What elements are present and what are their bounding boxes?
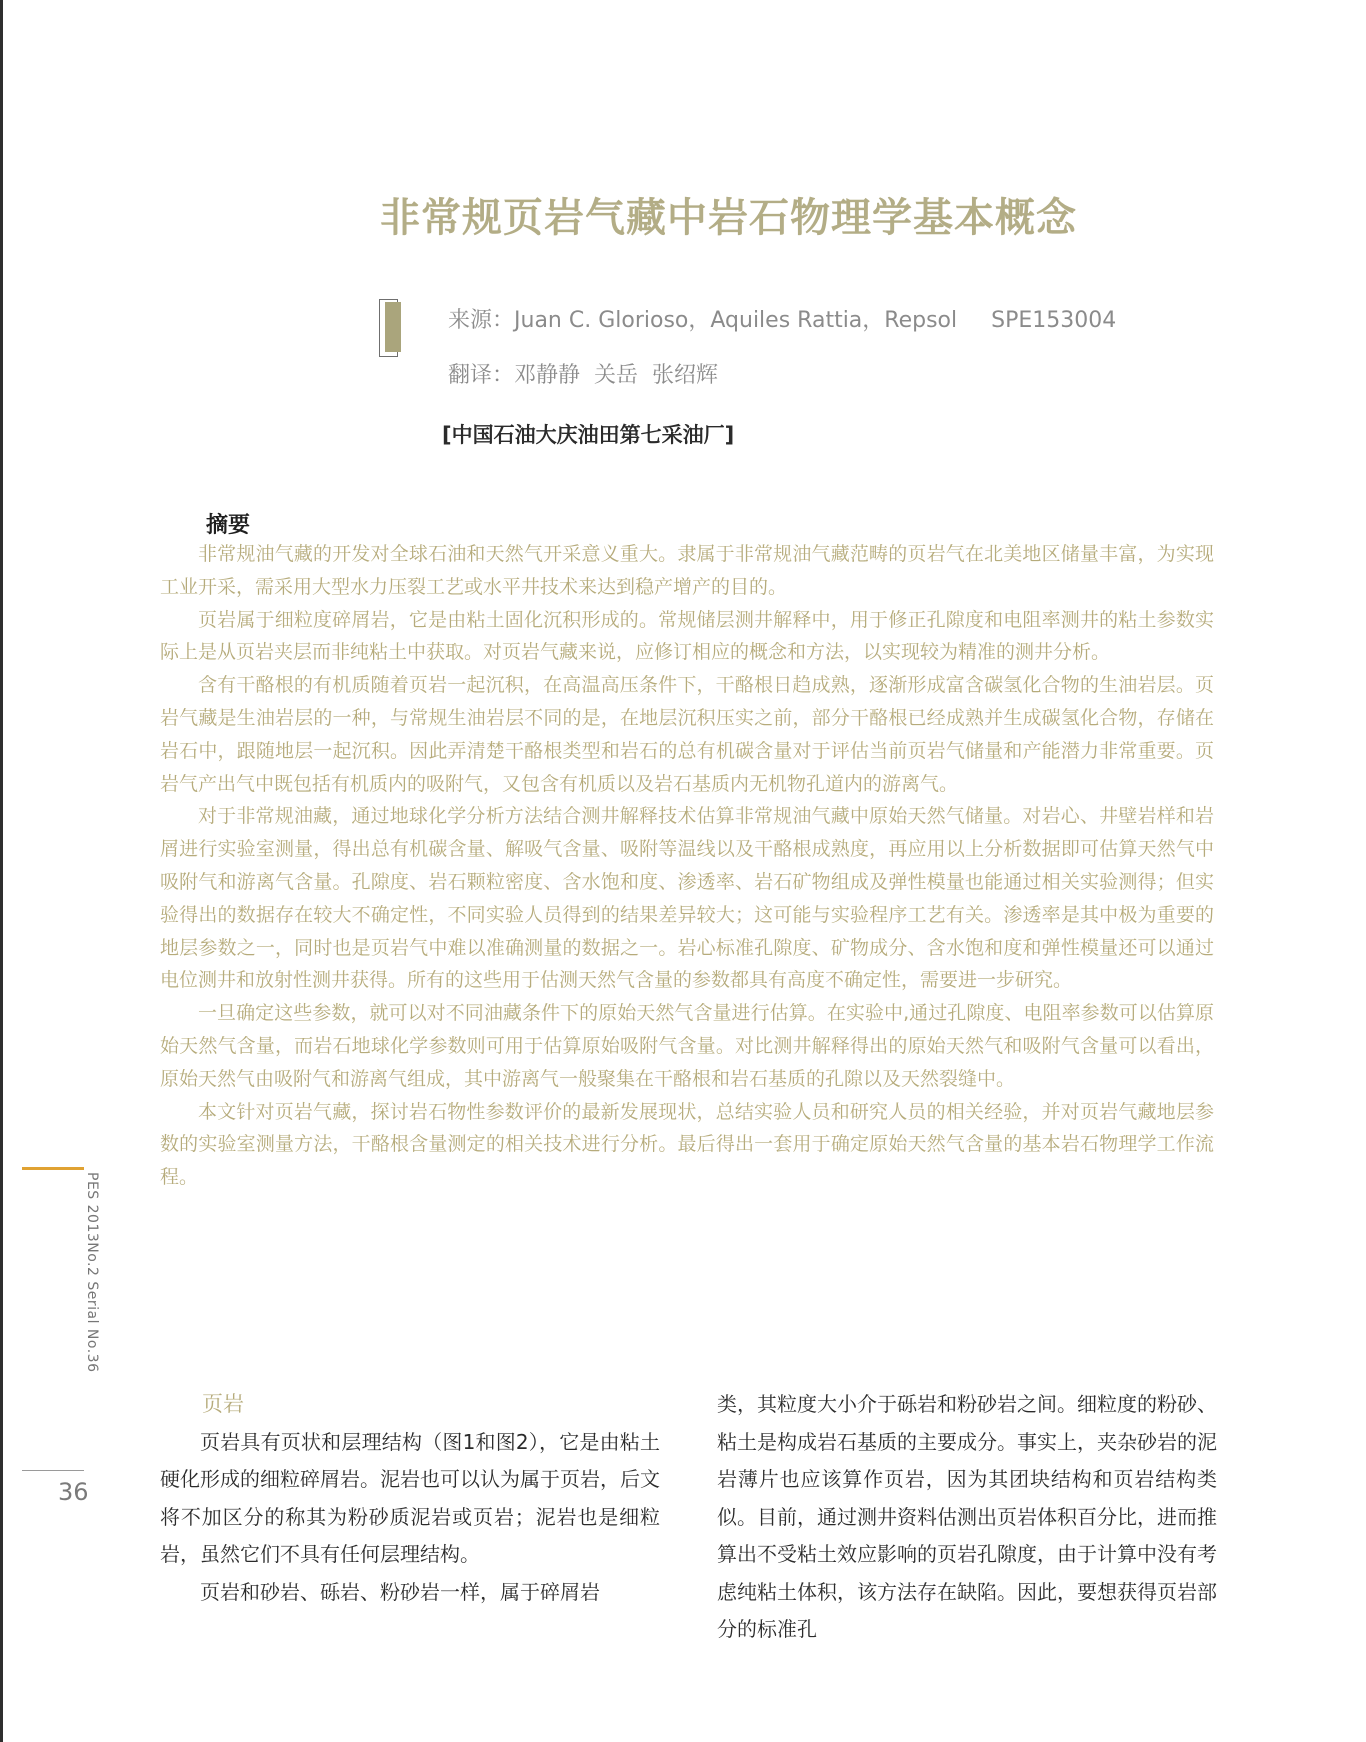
abstract-paragraph: 一旦确定这些参数，就可以对不同油藏条件下的原始天然气含量进行估算。在实验中,通过孔隙度、电阻率参数可以估算原始天然气含量，而岩石地球化学参数则可用于估算原始吸附气含量。对比测井解释得出的原始天然气和吸附气含量可以看出，原始天然气由吸附气和游离气组成，其中游离气一般聚集在干酪根和岩石基质的孔隙以及天然裂缝中。: [160, 1002, 1214, 1090]
title-mark-fill: [385, 302, 401, 352]
abstract-heading: 摘要: [206, 513, 251, 538]
source-line: [448, 303, 1116, 334]
abstract-paragraph: 本文针对页岩气藏，探讨岩石物性参数评价的最新发展现状，总结实验人员和研究人员的相关经验，并对页岩气藏地层参数的实验室测量方法，干酪根含量测定的相关技术进行分析。最后得出一套用于确定原始天然气含量的基本岩石物理学工作流程。: [160, 1100, 1214, 1189]
abstract-paragraph: 非常规油气藏的开发对全球石油和天然气开采意义重大。隶属于非常规油气藏范畴的页岩气在北美地区储量丰富，为实现工业开采，需采用大型水力压裂工艺或水平井技术来达到稳产增产的目的。: [160, 543, 1214, 598]
body-paragraph-continued: 类，其粒度大小介于砾岩和粉砂岩之间。细粒度的粉砂、粘土是构成岩石基质的主要成分。事实上，夹杂砂岩的泥岩薄片也应该算作页岩，因为其团块结构和页岩结构类似。目前，通过测井资料估测出页岩体积百分比，进而推算出不受粘土效应影响的页岩孔隙度，由于计算中没有考虑纯粘土体积，该方法存在缺陷。因此，要想获得页岩部分的标准孔: [717, 1392, 1217, 1641]
abstract-paragraph: 对于非常规油藏，通过地球化学分析方法结合测井解释技术估算非常规油气藏中原始天然气储量。对岩心、井壁岩样和岩屑进行实验室测量，得出总有机碳含量、解吸气含量、吸附等温线以及干酪根成熟度，再应用以上分析数据即可估算天然气中吸附气和游离气含量。孔隙度、岩石颗粒密度、含水饱和度、渗透率、岩石矿物组成及弹性模量也能通过相关实验测得；但实验得出的数据存在较大不确定性，不同实验人员得到的结果差异较大；这可能与实验程序工艺有关。渗透率是其中极为重要的地层参数之一，同时也是页岩气中难以准确测量的数据之一。岩心标准孔隙度、矿物成分、含水饱和度和弹性模量还可以通过电位测井和放射性测井获得。所有的这些用于估测天然气含量的参数都具有高度不确定性，需要进一步研究。: [160, 805, 1214, 992]
body-paragraph: 页岩具有页状和层理结构（图1和图2），它是由粘土硬化形成的细粒碎屑岩。泥岩也可以认为属于页岩，后文将不加区分的称其为粉砂质泥岩或页岩；泥岩也是细粒岩，虽然它们不具有任何层理结构。: [160, 1429, 660, 1566]
translator-label: 翻译：: [448, 363, 515, 388]
side-divider-rule: [22, 1470, 84, 1471]
source-label: 来源：: [448, 308, 515, 333]
body-column-left: [160, 1386, 660, 1611]
source-code: SPE153004: [991, 308, 1117, 333]
translators: 邓静静 关岳 张绍辉: [514, 363, 718, 388]
article-title: 非常规页岩气藏中岩石物理学基本概念: [380, 195, 1077, 241]
source-authors: Juan C. Glorioso，Aquiles Rattia，Repsol: [514, 308, 958, 333]
side-accent-rule: [22, 1167, 84, 1170]
abstract-paragraph: 含有干酪根的有机质随着页岩一起沉积，在高温高压条件下，干酪根日趋成熟，逐渐形成富含碳氢化合物的生油岩层。页岩气藏是生油岩层的一种，与常规生油岩层不同的是，在地层沉积压实之前，部分干酪根已经成熟并生成碳氢化合物，存储在岩石中，跟随地层一起沉积。因此弄清楚干酪根类型和岩石的总有机碳含量对于评估当前页岩气储量和产能潜力非常重要。页岩气产出气中既包括有机质内的吸附气，又包含有机质以及岩石基质内无机物孔道内的游离气。: [160, 674, 1214, 795]
abstract-paragraph: 页岩属于细粒度碎屑岩，它是由粘土固化沉积形成的。常规储层测井解释中，用于修正孔隙度和电阻率测井的粘土参数实际上是从页岩夹层而非纯粘土中获取。对页岩气藏来说，应修订相应的概念和方法，以实现较为精准的测井分析。: [160, 608, 1214, 664]
journal-issue-label: PES 2013No.2 Serial No.36: [84, 1172, 100, 1373]
affiliation: [中国石油大庆油田第七采油厂]: [442, 423, 735, 447]
abstract-body: [160, 538, 1214, 1194]
body-paragraph: 页岩和砂岩、砾岩、粉砂岩一样，属于碎屑岩: [200, 1579, 600, 1604]
translator-line: [448, 358, 718, 389]
section-heading: 页岩: [202, 1392, 244, 1416]
page-number: 36: [58, 1478, 89, 1506]
page-left-border: [0, 0, 3, 1742]
body-column-right: [717, 1386, 1217, 1649]
